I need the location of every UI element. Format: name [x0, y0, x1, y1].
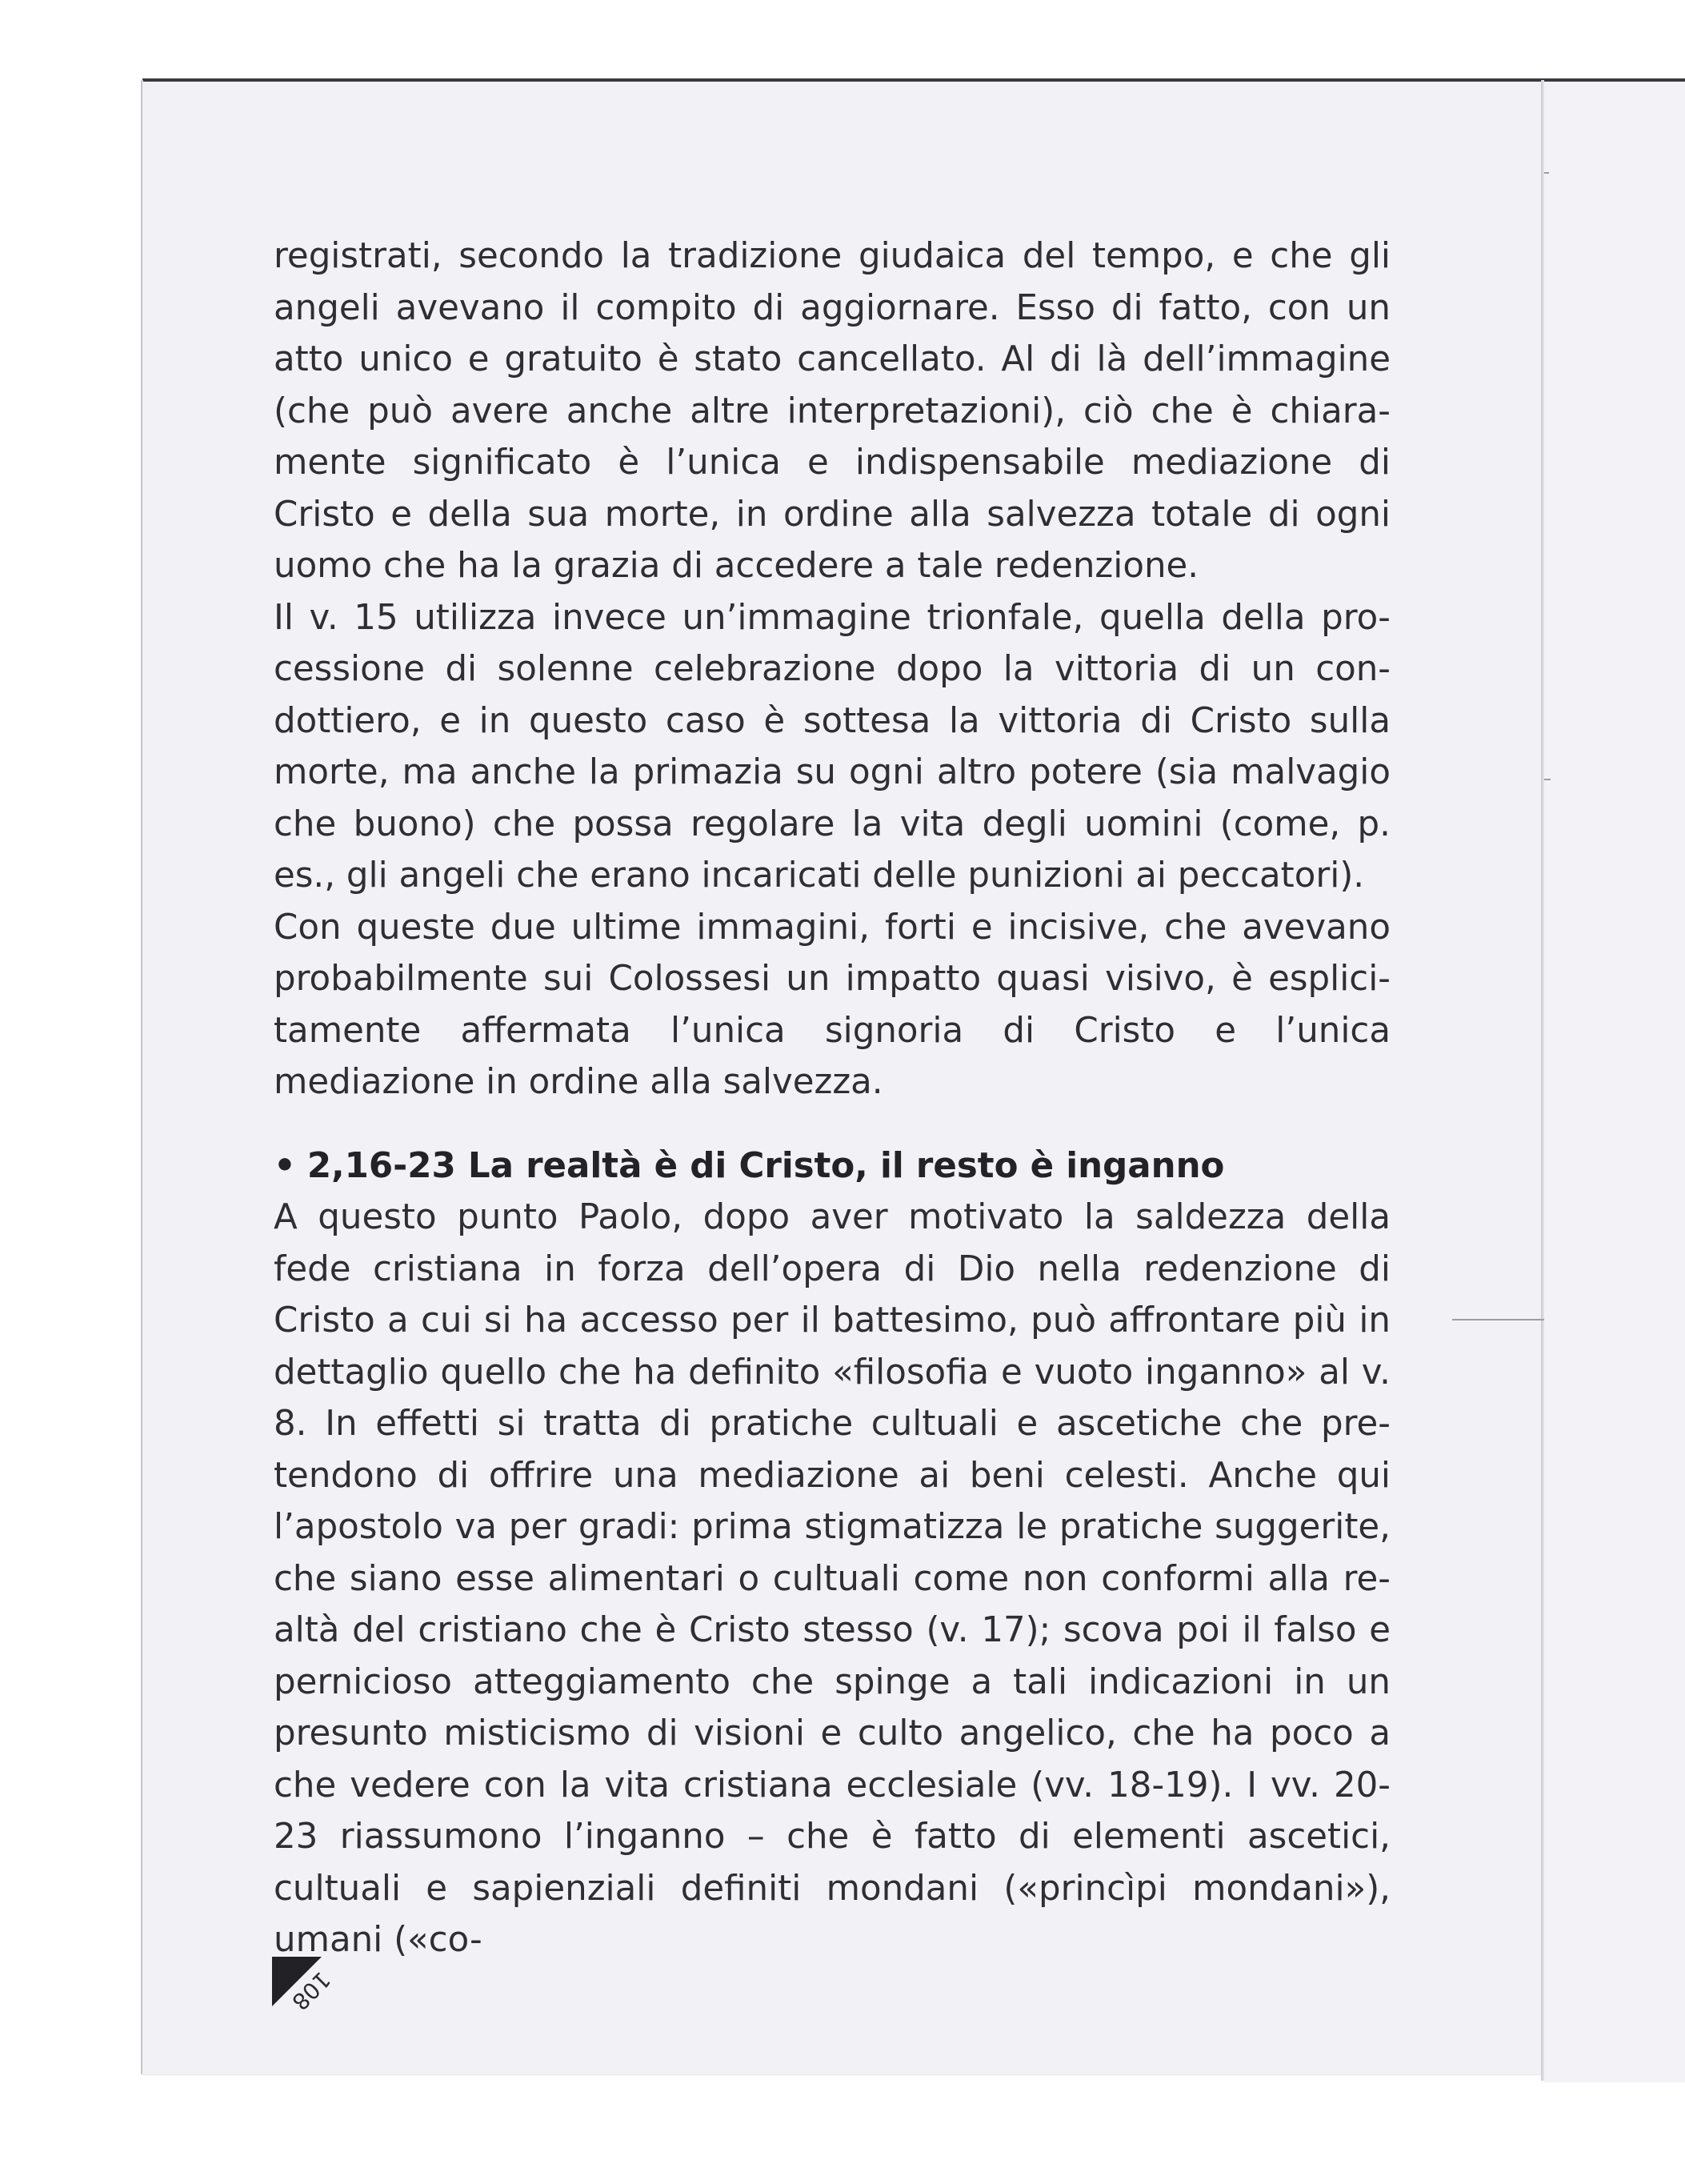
- bullet-icon: •: [274, 1145, 296, 1186]
- body-text: [274, 230, 1391, 1966]
- page-number-marker: [272, 1957, 336, 2021]
- paragraph: Con queste due ultime immagini, forti e incisive, che avevano probabilmente sui Colossesi un impatto quasi visivo, è esplicitamente affermata l’unica signoria di Cristo e l’unica mediazione in ordine alla salvezza.: [274, 907, 1391, 1102]
- fold-mark: [1544, 172, 1549, 174]
- section-heading: [274, 1140, 1391, 1192]
- fold-mark: [1452, 1319, 1544, 1320]
- page-number: 108: [286, 1966, 336, 2016]
- paragraph: registrati, secondo la tradizione giudaica del tempo, e che gli angeli avevano il compito di aggiornare. Esso di fatto, con un atto unico e gratuito è stato cancellato. Al di là dell’immagine (che può avere anche altre interpretazioni), ciò che è chiaramente significato è l’unica e indispensabile mediazione di Cristo e della sua morte, in ordine alla salvezza totale di ogni uomo che ha la grazia di accedere a tale redenzione.: [274, 236, 1391, 586]
- paragraph: Il v. 15 utilizza invece un’immagine trionfale, quella della processione di solenne celebrazione dopo la vittoria di un condottiero, e in questo caso è sottesa la vittoria di Cristo sulla morte, ma anche la primazia su ogni altro potere (sia malvagio che buono) che possa regolare la vita degli uomini (come, p. es., gli angeli che erano incaricati delle punizioni ai peccatori).: [274, 597, 1391, 896]
- fold-mark: [1544, 779, 1551, 780]
- section-heading-text: 2,16-23 La realtà è di Cristo, il resto è inganno: [306, 1145, 1225, 1186]
- spine-fold: [1541, 80, 1544, 2081]
- facing-page: [1544, 82, 1685, 2082]
- section-body: A questo punto Paolo, dopo aver motivato la saldezza della fede cristiana in forza dell’opera di Dio nella redenzione di Cristo a cui si ha accesso per il battesimo, può affrontare più in dettaglio quello che ha definito «filosofia e vuoto inganno» al v. 8. In effetti si tratta di pratiche cultuali e ascetiche che pretendono di offrire una mediazione ai beni celesti. Anche qui l’apostolo va per gradi: prima stigmatizza le pratiche suggerite, che siano esse alimentari o cultuali come non conformi alla realtà del cristiano che è Cristo stesso (v. 17); scova poi il falso e pernicioso atteggiamento che spinge a tali indicazioni in un presunto misticismo di visioni e culto angelico, che ha poco a che vedere con la vita cristiana ecclesiale (vv. 18-19). I vv. 20-23 riassumono l’inganno – che è fatto di elementi ascetici, cultuali e sapienziali definiti mondani («princìpi mondani»), umani («co-: [274, 1197, 1391, 1960]
